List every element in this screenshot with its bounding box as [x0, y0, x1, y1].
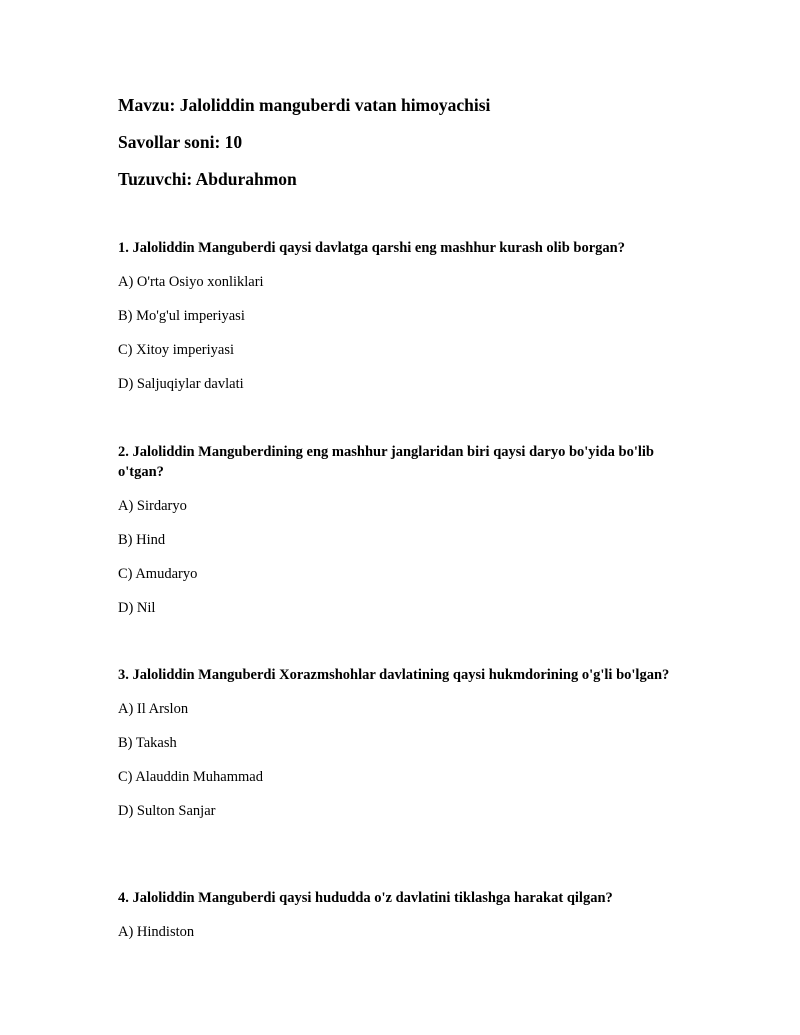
answer-option: D) Saljuqiylar davlati [118, 376, 244, 392]
answer-option: A) Sirdaryo [118, 498, 187, 514]
question-count-heading: Savollar soni: 10 [118, 132, 243, 152]
answer-option: A) Il Arslon [118, 701, 189, 717]
answer-option: B) Hind [118, 532, 166, 548]
answer-option: D) Nil [118, 600, 156, 616]
answer-option: C) Alauddin Muhammad [118, 769, 263, 785]
quiz-header [118, 94, 718, 205]
question-3 [118, 665, 678, 821]
answer-option: B) Mo'g'ul imperiyasi [118, 308, 245, 324]
answer-option: D) Sulton Sanjar [118, 803, 216, 819]
answer-option: B) Takash [118, 735, 177, 751]
question-text: 1. Jaloliddin Manguberdi qaysi davlatga qarshi eng mashhur kurash olib borgan? [118, 240, 625, 256]
answer-option: A) Hindiston [118, 924, 195, 940]
answer-option: A) O'rta Osiyo xonliklari [118, 274, 264, 290]
question-text: 2. Jaloliddin Manguberdining eng mashhur janglaridan biri qaysi daryo bo'yida bo'lib o'tgan? [118, 444, 654, 480]
answer-option: C) Amudaryo [118, 566, 198, 582]
question-text: 4. Jaloliddin Manguberdi qaysi hududda o'z davlatini tiklashga harakat qilgan? [118, 890, 613, 906]
answer-option: C) Xitoy imperiyasi [118, 342, 234, 358]
question-1 [118, 238, 678, 394]
question-4 [118, 888, 678, 942]
topic-heading: Mavzu: Jaloliddin manguberdi vatan himoyachisi [118, 95, 491, 115]
question-text: 3. Jaloliddin Manguberdi Xorazmshohlar davlatining qaysi hukmdorining o'g'li bo'lgan? [118, 667, 670, 683]
question-2 [118, 442, 678, 618]
author-heading: Tuzuvchi: Abdurahmon [118, 169, 297, 189]
